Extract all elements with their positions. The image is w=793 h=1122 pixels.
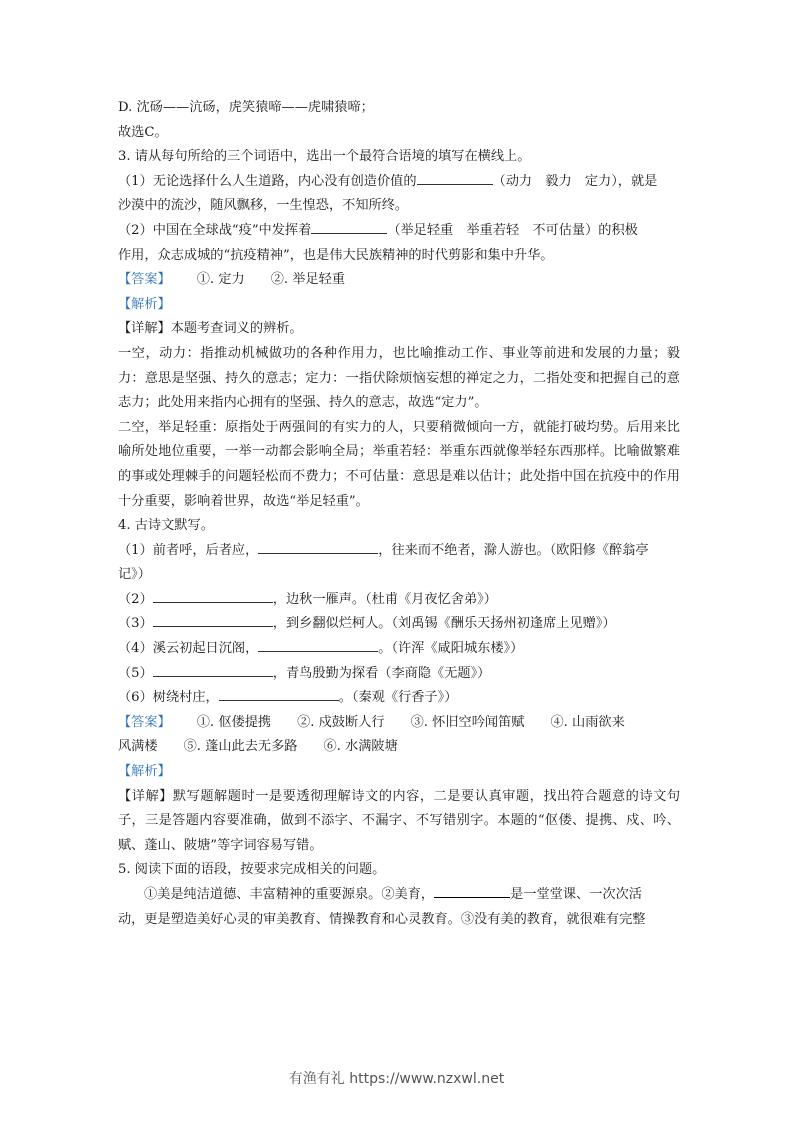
q5-passage-cont: 动，更是塑造美好心灵的审美教育、情操教育和心灵教育。③没有美的教育，就很难有完整 xyxy=(118,911,646,927)
q5-blank[interactable] xyxy=(434,883,510,898)
q4-i6-pre: （6）树绕村庄， xyxy=(118,690,219,706)
q4-item-5 xyxy=(118,662,680,687)
q5-passage xyxy=(118,883,680,908)
watermark-footer: 有渔有礼 https://www.nzxwl.net xyxy=(288,1071,505,1087)
q3-detail-intro xyxy=(118,317,680,342)
q5-p-post: 是一堂堂课、一次次活 xyxy=(510,887,642,902)
q3-blank-2[interactable] xyxy=(311,219,387,234)
q3-sentence-1 xyxy=(118,170,680,195)
detail-tag: 【详解】 xyxy=(118,788,173,804)
q4-i4-post: 。（许浑《咸阳城东楼》） xyxy=(378,641,524,657)
q4-i5-pre: （5） xyxy=(118,665,153,681)
q4-i3-post: ，到乡翻似烂柯人。（刘禹锡《酬乐天扬州初逢席上见赠》） xyxy=(272,616,616,632)
q4-i1-pre: （1）前者呼，后者应， xyxy=(118,542,259,558)
q4-item-4 xyxy=(118,637,680,662)
q3-title: 3. 请从每句所给的三个词语中，选出一个最符合语境的填写在横线上。 xyxy=(118,149,531,165)
q3-para-2: 二空，举足轻重：原指处于两强间的有实力的人，只要稍微倾向一方，就能打破均势。后用来比喻所处地位重要，一举一动都会影响全局；举重若轻：举重东西就像举轻东西那样。比喻做繁难的事或处理棘手的问题轻松而不费力；不可估量：意思是难以估计；此处指中国在抗疫中的作用十分重要，影响着世界，故选“举足轻重”。 xyxy=(118,419,680,509)
q4-title: 4. 古诗文默写。 xyxy=(118,518,214,534)
q5-title: 5. 阅读下面的语段，按要求完成相关的问题。 xyxy=(118,862,386,878)
q4-answer-cont xyxy=(118,735,680,760)
q4-answer xyxy=(118,711,680,736)
q4-blank-6[interactable] xyxy=(219,686,339,701)
q4-blank-1[interactable] xyxy=(258,539,378,554)
q3-sentence-2-cont: 作用，众志成城的“抗疫精神”，也是伟大民族精神的时代剪影和集中升华。 xyxy=(118,247,554,263)
q4-i3-pre: （3） xyxy=(118,616,153,632)
prev-conclusion: 故选C。 xyxy=(118,124,168,140)
answer-item: ④. 山雨欲来 xyxy=(550,714,625,730)
q3-answer xyxy=(118,268,680,293)
q4-blank-4[interactable] xyxy=(258,637,378,652)
detail-intro-text: 本题考查词义的辨析。 xyxy=(170,321,303,337)
q3-s2-post: （举足轻重 举重若轻 不可估量）的积极 xyxy=(387,222,638,238)
q4-i2-pre: （2） xyxy=(118,591,153,607)
q3-para-1: 一空，动力：指推动机械做功的各种作用力，也比喻推动工作、事业等前进和发展的力量；毅力：意思是坚强、持久的意志；定力：一指伏除烦恼妄想的禅定之力，二指处变和把握自己的意志力；此处用来指内心拥有的坚强、持久的意志，故选“定力”。 xyxy=(118,345,680,411)
q4-i5-post: ，青鸟殷勤为探看（李商隐《无题》） xyxy=(272,665,491,681)
document-page xyxy=(118,96,680,932)
q3-s2-pre: （2）中国在全球战“疫”中发挥着 xyxy=(118,222,312,238)
q3-s1-post: （动力 毅力 定力），就是 xyxy=(492,173,658,189)
q3-sentence-1-cont: 沙漠中的流沙，随风飘移，一生惶恐，不知所终。 xyxy=(118,198,409,214)
detail-tag: 【详解】 xyxy=(118,321,171,337)
q3-s1-pre: （1）无论选择什么人生道路，内心没有创造价值的 xyxy=(118,173,417,189)
answer-item: ①. 定力 xyxy=(196,272,245,288)
analysis-tag: 【解析】 xyxy=(118,764,171,780)
answer-tag: 【答案】 xyxy=(118,272,171,288)
answer-item: ⑤. 蓬山此去无多路 xyxy=(183,739,298,755)
q4-item-3 xyxy=(118,612,680,637)
answer-item: 风满楼 xyxy=(118,739,158,755)
q4-blank-5[interactable] xyxy=(153,662,273,677)
q4-item-2 xyxy=(118,588,680,613)
q3-sentence-2 xyxy=(118,219,680,244)
prev-option-d: D. 沈砀——沆砀，虎笑猿啼——虎啸猿啼； xyxy=(118,100,374,115)
q3-blank-1[interactable] xyxy=(417,170,493,185)
answer-item: ②. 戍鼓断人行 xyxy=(297,714,385,730)
answer-tag: 【答案】 xyxy=(118,714,171,730)
answer-item: ③. 怀旧空吟闻笛赋 xyxy=(410,714,525,730)
answer-item: ①. 伛偻提携 xyxy=(196,714,272,730)
q5-p-pre: ①美是纯洁道德、丰富精神的重要源泉。②美育， xyxy=(144,887,435,902)
q4-detail xyxy=(118,785,680,859)
answer-item: ⑥. 水满陂塘 xyxy=(323,739,398,755)
detail-text: 默写题解题时一是要透彻理解诗文的内容，二是要认真审题，找出符合题意的诗文句子，三是答题内容要准确，做到不添字、不漏字、不写错别字。本题的“伛偻、提携、戍、吟、赋、蓬山、陂塘”等字词容易写错。 xyxy=(118,788,681,853)
q4-blank-2[interactable] xyxy=(153,588,273,603)
answer-item: ②. 举足轻重 xyxy=(270,272,346,288)
q4-i1-post: ，往来而不绝者，滁人游也。（欧阳修《醉翁亭 xyxy=(378,542,649,558)
q4-i2-post: ，边秋一雁声。（杜甫《月夜忆舍弟》） xyxy=(272,591,497,607)
analysis-tag: 【解析】 xyxy=(118,296,171,312)
q4-item-6 xyxy=(118,686,680,711)
q4-item-1 xyxy=(118,539,680,564)
q4-item-1-cont: 记》） xyxy=(118,567,151,583)
q4-blank-3[interactable] xyxy=(153,612,273,627)
q4-i6-post: 。（秦观《行香子》） xyxy=(338,690,458,706)
q4-i4-pre: （4）溪云初起日沉阁， xyxy=(118,641,259,657)
